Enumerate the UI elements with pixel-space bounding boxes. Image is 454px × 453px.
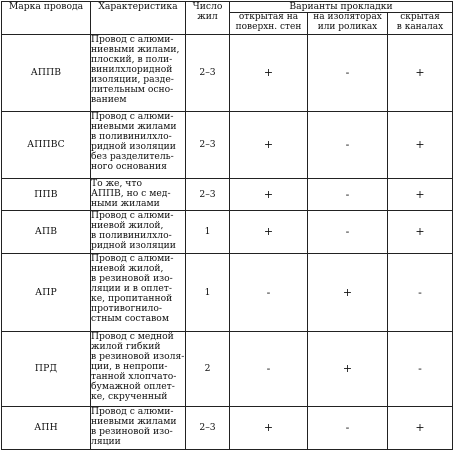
- wire-description: [91, 112, 186, 179]
- desc-line: ниевыми жилами,: [91, 44, 180, 55]
- core-count: 2–3: [186, 112, 230, 179]
- desc-line: бумажной оплет-: [91, 381, 175, 392]
- hidden-mark: +: [388, 407, 453, 450]
- open-mark: +: [230, 179, 308, 211]
- header-cores-line-2: жил: [197, 11, 218, 22]
- desc-line: ниевой жилой,: [91, 263, 164, 274]
- header-insulators-line-1: на изоляторах: [313, 12, 382, 22]
- insulators-mark: +: [308, 332, 388, 407]
- wire-mark: АППВ: [2, 35, 91, 112]
- desc-line: ниевой жилой,: [91, 220, 164, 231]
- header-characteristic: Характеристика: [91, 2, 186, 35]
- table-row: [2, 254, 453, 332]
- insulators-mark: -: [308, 211, 388, 254]
- desc-line: ке, пропитанной: [91, 293, 173, 304]
- insulators-mark: -: [308, 407, 388, 450]
- wire-mark: АППВС: [2, 112, 91, 179]
- desc-line: ванием: [91, 94, 127, 105]
- desc-line: в поливинилхло-: [91, 230, 172, 241]
- desc-line: ного основания: [91, 161, 167, 172]
- desc-line: ции, в непропи-: [91, 361, 168, 372]
- desc-line: ниевыми жилами: [91, 121, 177, 132]
- hidden-mark: -: [388, 254, 453, 332]
- desc-line: без разделитель-: [91, 151, 174, 162]
- wire-description: [91, 179, 186, 211]
- table-row: [2, 332, 453, 407]
- open-mark: +: [230, 35, 308, 112]
- hidden-mark: -: [388, 332, 453, 407]
- desc-line: в резиновой изо-: [91, 426, 173, 437]
- core-count: 2–3: [186, 179, 230, 211]
- desc-line: Провод с алюми-: [91, 210, 174, 221]
- hidden-mark: +: [388, 179, 453, 211]
- table-row: [2, 35, 453, 112]
- core-count: 1: [186, 254, 230, 332]
- open-mark: -: [230, 254, 308, 332]
- open-mark: +: [230, 407, 308, 450]
- table-row: [2, 112, 453, 179]
- desc-line: ке, скрученный: [91, 391, 168, 402]
- desc-line: противогнило-: [91, 303, 162, 314]
- desc-line: Провод с медной: [91, 331, 174, 342]
- core-count: 2: [186, 332, 230, 407]
- insulators-mark: +: [308, 254, 388, 332]
- wire-mark: АПВ: [2, 211, 91, 254]
- insulators-mark: -: [308, 35, 388, 112]
- desc-line: изоляции, разде-: [91, 74, 174, 85]
- wire-description: [91, 35, 186, 112]
- desc-line: винилхлоридной: [91, 64, 173, 75]
- wire-description: [91, 332, 186, 407]
- hidden-mark: +: [388, 211, 453, 254]
- wire-description: [91, 211, 186, 254]
- desc-line: лительным осно-: [91, 84, 174, 95]
- desc-line: стным составом: [91, 313, 169, 324]
- desc-line: в поливинилхло-: [91, 131, 172, 142]
- wire-description: [91, 254, 186, 332]
- desc-line: ляции и в оплет-: [91, 283, 172, 294]
- desc-line: плоский, в поли-: [91, 54, 173, 65]
- desc-line: в резиновой изоля-: [91, 351, 185, 362]
- desc-line: ридной изоляции: [91, 141, 176, 152]
- table-row: [2, 211, 453, 254]
- core-count: 1: [186, 211, 230, 254]
- desc-line: Провод с алюми-: [91, 111, 174, 122]
- wire-mark: ПРД: [2, 332, 91, 407]
- desc-line: ниевыми жилами: [91, 416, 177, 427]
- header-mark: Марка провода: [2, 2, 91, 35]
- desc-line: Провод с алюми-: [91, 253, 174, 264]
- table-row: [2, 179, 453, 211]
- open-mark: +: [230, 211, 308, 254]
- wire-types-table: [1, 1, 453, 450]
- header-hidden-line-1: скрытая: [400, 12, 440, 22]
- desc-line: Провод с алюми-: [91, 34, 174, 45]
- header-cores-line-1: Число: [192, 1, 223, 12]
- wire-description: [91, 407, 186, 450]
- header-open: [230, 13, 308, 35]
- core-count: 2–3: [186, 35, 230, 112]
- header-insulators-line-2: или роликах: [317, 21, 378, 32]
- table-row: [2, 407, 453, 450]
- wire-mark: АПР: [2, 254, 91, 332]
- desc-line: в резиновой изо-: [91, 273, 173, 284]
- hidden-mark: +: [388, 112, 453, 179]
- desc-line: ридной изоляции: [91, 240, 176, 251]
- desc-line: То же, что: [91, 178, 142, 189]
- desc-line: АППВ, но с мед-: [91, 188, 171, 199]
- header-cores: [186, 2, 230, 35]
- header-open-line-1: открытая на: [238, 12, 299, 22]
- header-variants: Варианты прокладки: [230, 2, 453, 13]
- wire-mark: ППВ: [2, 179, 91, 211]
- insulators-mark: -: [308, 112, 388, 179]
- header-hidden-line-2: в каналах: [396, 21, 444, 32]
- open-mark: +: [230, 112, 308, 179]
- hidden-mark: +: [388, 35, 453, 112]
- wire-mark: АПН: [2, 407, 91, 450]
- header-open-line-2: поверхн. стен: [235, 21, 302, 32]
- insulators-mark: -: [308, 179, 388, 211]
- open-mark: -: [230, 332, 308, 407]
- desc-line: ляции: [91, 436, 121, 447]
- desc-line: танной хлопчато-: [91, 371, 177, 382]
- header-insulators: [308, 13, 388, 35]
- desc-line: жилой гибкий: [91, 341, 161, 352]
- desc-line: ными жилами: [91, 198, 160, 209]
- core-count: 2–3: [186, 407, 230, 450]
- header-hidden: [388, 13, 453, 35]
- desc-line: Провод с алюми-: [91, 406, 174, 417]
